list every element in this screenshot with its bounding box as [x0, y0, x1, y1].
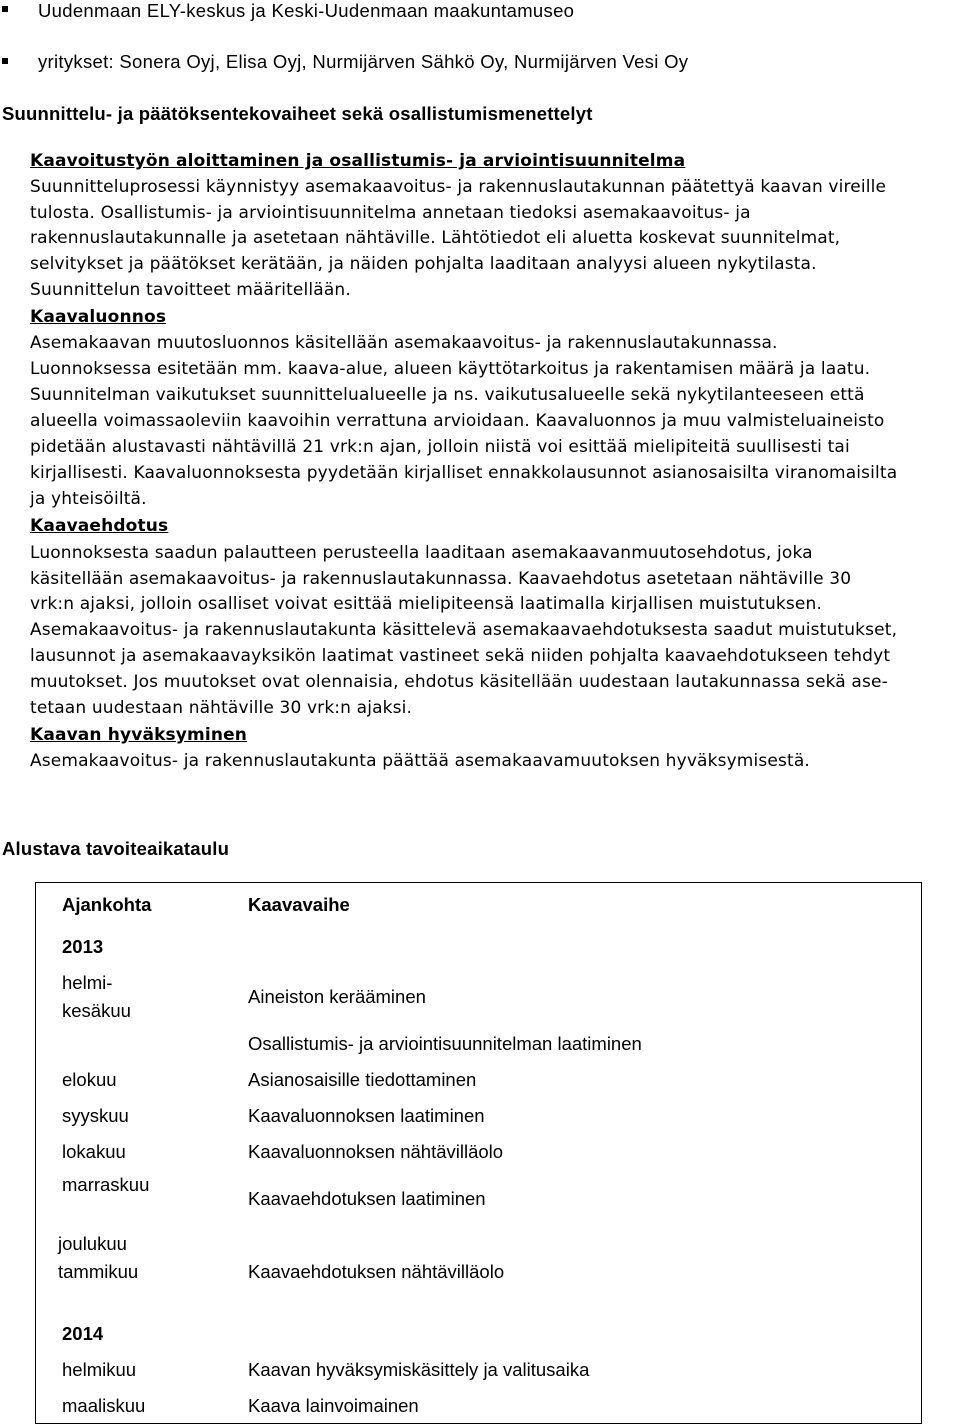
year-label: 2014 [62, 1323, 104, 1344]
phase-cell: Kaavan hyväksymiskäsittely ja valitusaika [248, 1359, 590, 1380]
schedule-title: Alustava tavoiteaikataulu [2, 838, 230, 859]
time-cell: elokuu [62, 1069, 117, 1090]
paragraph-line: vrk:n ajaksi, jolloin osalliset voivat esittää mielipiteensä laatimalla kirjallisen muistutuksen. [30, 594, 823, 614]
paragraph-line: lausunnot ja asemakaavayksikön laatimat vastineet sekä niiden pohjalta kaavaehdotukseen tehdyt [30, 646, 891, 666]
paragraph-line: Luonnoksessa esitetään mm. kaava-alue, alueen käyttötarkoitus ja rakentamisen määrä ja laatu. [30, 359, 871, 379]
phase-cell: Kaavaluonnoksen nähtävilläolo [248, 1141, 504, 1162]
phase-cell: Kaava lainvoimainen [248, 1395, 419, 1416]
paragraph-line: Luonnoksesta saadun palautteen perusteella laaditaan asemakaavanmuutosehdotus, joka [30, 543, 813, 563]
bullet-icon [2, 58, 8, 64]
subheading: Kaavoitustyön aloittaminen ja osallistumis- ja arviointisuunnitelma [30, 151, 686, 171]
bullet-icon [2, 6, 8, 12]
phase-cell: Asianosaisille tiedottaminen [248, 1069, 477, 1090]
paragraph-line: selvitykset ja päätökset kerätään, ja näiden pohjalta laaditaan analyysi alueen nykytilasta. [30, 254, 817, 274]
paragraph-line: Suunnittelun tavoitteet määritellään. [30, 280, 351, 300]
time-cell: joulukuu [58, 1233, 127, 1254]
paragraph-line: kirjallisesti. Kaavaluonnoksesta pyydetään kirjalliset ennakkolausunnot asianosaisilta viranomaisilta [30, 463, 898, 483]
subheading: Kaavaehdotus [30, 516, 169, 536]
year-label: 2013 [62, 936, 104, 957]
time-cell: syyskuu [62, 1105, 129, 1126]
paragraph-line: Asemakaavoitus- ja rakennuslautakunta käsittelevä asemakaavaehdotuksesta saadut muistutukset, [30, 620, 898, 640]
time-cell: marraskuu [62, 1174, 150, 1195]
paragraph-line: muutokset. Jos muutokset ovat olennaisia, ehdotus käsitellään uudestaan lautakunnassa sekä ase- [30, 672, 888, 692]
bullet-text: yritykset: Sonera Oyj, Elisa Oyj, Nurmijärven Sähkö Oy, Nurmijärven Vesi Oy [38, 51, 689, 72]
paragraph-line: Suunnitteluprosessi käynnistyy asemakaavoitus- ja rakennuslautakunnan päätettyä kaavan vireille [30, 177, 887, 197]
time-cell: helmi- [62, 972, 113, 993]
phase-cell: Aineiston kerääminen [248, 986, 426, 1007]
time-cell: lokakuu [62, 1141, 126, 1162]
time-cell: maaliskuu [62, 1395, 146, 1416]
section-title: Suunnittelu- ja päätöksentekovaiheet sekä osallistumismenettelyt [2, 103, 593, 124]
paragraph-line: tetaan uudestaan nähtäville 30 vrk:n ajaksi. [30, 698, 413, 718]
paragraph-line: rakennuslautakunnalle ja asetetaan nähtäville. Lähtötiedot eli aluetta koskevat suunnitelmat, [30, 228, 841, 248]
header-phase: Kaavavaihe [248, 894, 350, 915]
paragraph-line: Suunnitelman vaikutukset suunnittelualueelle ja ns. vaikutusalueelle sekä nykytilanteeseen että [30, 385, 865, 405]
phase-cell: Osallistumis- ja arviointisuunnitelman laatiminen [248, 1033, 642, 1054]
time-cell: kesäkuu [62, 1000, 131, 1021]
time-cell: tammikuu [58, 1261, 139, 1282]
paragraph-line: alueella voimassaoleviin kaavoihin verrattuna arvioidaan. Kaavaluonnos ja muu valmisteluaineisto [30, 411, 885, 431]
paragraph-line: Asemakaavan muutosluonnos käsitellään asemakaavoitus- ja rakennuslautakunnassa. [30, 333, 778, 353]
paragraph-line: ja yhteisöiltä. [30, 489, 147, 509]
subheading: Kaavaluonnos [30, 307, 167, 327]
paragraph-line: pidetään alustavasti nähtävillä 21 vrk:n ajan, jolloin niistä voi esittää mielipiteitä suullisesti tai [30, 437, 850, 457]
paragraph-line: Asemakaavoitus- ja rakennuslautakunta päättää asemakaavamuutoksen hyväksymisestä. [30, 751, 810, 771]
phase-cell: Kaavaehdotuksen laatiminen [248, 1188, 486, 1209]
time-cell: helmikuu [62, 1359, 137, 1380]
subheading: Kaavan hyväksyminen [30, 725, 248, 745]
bullet-text: Uudenmaan ELY-keskus ja Keski-Uudenmaan maakuntamuseo [38, 0, 575, 21]
paragraph-line: käsitellään asemakaavoitus- ja rakennuslautakunnassa. Kaavaehdotus asetetaan nähtäville 30 [30, 569, 852, 589]
paragraph-line: tulosta. Osallistumis- ja arviointisuunnitelma annetaan tiedoksi asemakaavoitus- ja [30, 203, 751, 223]
phase-cell: Kaavaluonnoksen laatiminen [248, 1105, 485, 1126]
header-time: Ajankohta [62, 894, 152, 915]
phase-cell: Kaavaehdotuksen nähtävilläolo [248, 1261, 505, 1282]
